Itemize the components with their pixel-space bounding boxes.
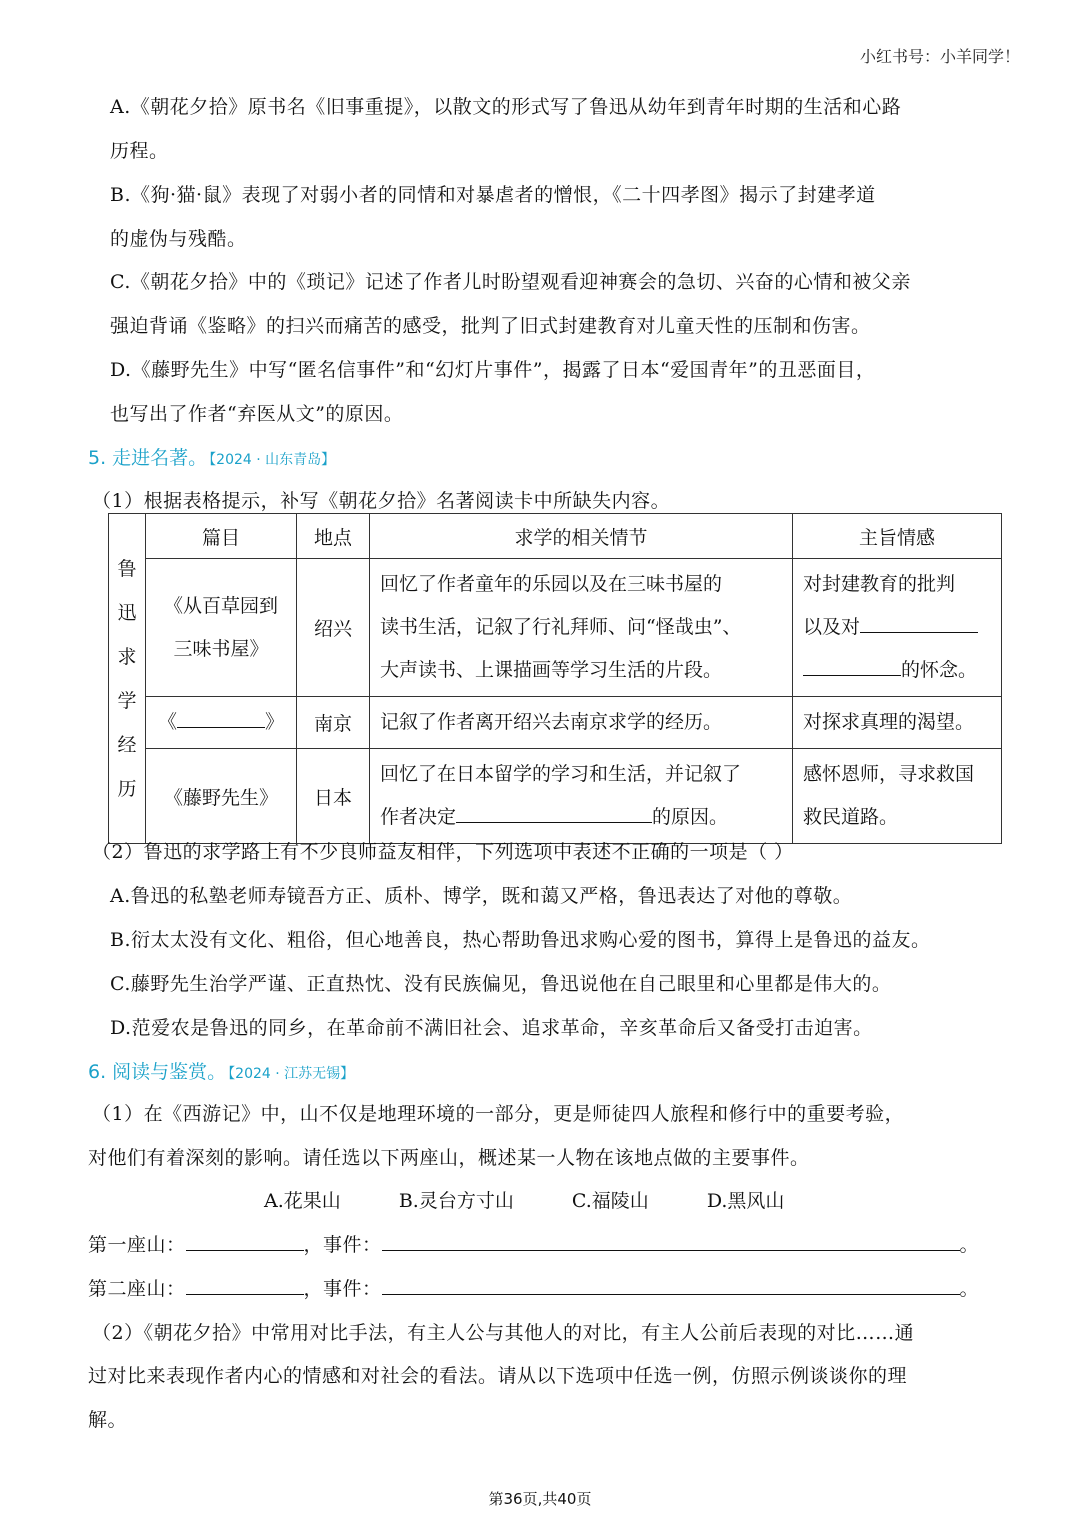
q4-option-c-line2: 强迫背诵《鉴略》的扫兴而痛苦的感受，批判了旧式封建教育对儿童天性的压制和伤害。 [110, 315, 871, 337]
row2-title-close: 》 [265, 711, 285, 733]
row3-plot-line1: 回忆了在日本留学的学习和生活，并记叙了 [380, 763, 742, 785]
second-mountain-label: 第二座山： [88, 1278, 186, 1300]
q4-option-a-line2: 历程。 [110, 140, 169, 162]
row1-theme [793, 559, 1002, 697]
page-footer: 第36页,共40页 [488, 1490, 592, 1508]
answer-blank[interactable] [186, 1230, 304, 1251]
answer-blank[interactable] [803, 655, 901, 676]
row1-plot [370, 559, 793, 697]
q5-title: 5. 走进名著。 [88, 447, 208, 469]
q6-part2-line3: 解。 [88, 1409, 128, 1431]
row1-title-line1: 《从百草园到 [163, 594, 278, 617]
row1-plot-line1: 回忆了作者童年的乐园以及在三味书屋的 [380, 573, 723, 595]
q5-heading [88, 443, 335, 470]
row3-theme-line2: 救民道路。 [803, 806, 899, 828]
side-label-char: 学 [117, 689, 137, 712]
q4-option-b-line2: 的虚伪与残酷。 [110, 228, 247, 250]
header-title: 篇目 [146, 514, 297, 559]
row1-title [146, 559, 297, 697]
row2-title [146, 697, 297, 749]
row1-theme-line2: 以及对 [803, 616, 861, 638]
answer-blank[interactable] [456, 802, 652, 823]
side-label-cell [109, 514, 146, 844]
answer-blank[interactable] [382, 1274, 960, 1295]
row2-theme: 对探求真理的渴望。 [793, 697, 1002, 749]
side-label-char: 鲁 [117, 557, 137, 580]
q6-part2-line2: 过对比来表现作者内心的情感和对社会的看法。请从以下选项中任选一例，仿照示例谈谈你的理 [88, 1365, 908, 1387]
table-row [109, 697, 1002, 749]
choice-item: B.灵台方寸山 [398, 1190, 514, 1212]
choice-item: A.花果山 [264, 1190, 341, 1212]
header-theme: 主旨情感 [793, 514, 1002, 559]
answer-blank[interactable] [177, 707, 265, 728]
row1-place: 绍兴 [297, 559, 370, 697]
row1-plot-line3: 大声读书、上课描画等学习生活的片段。 [380, 659, 723, 681]
row3-theme [793, 749, 1002, 844]
q4-option-a-line1: A.《朝花夕拾》原书名《旧事重提》，以散文的形式写了鲁迅从幼年到青年时期的生活和心路 [110, 96, 902, 118]
q4-option-d-line2: 也写出了作者“弃医从文”的原因。 [110, 403, 404, 425]
first-mountain-label: 第一座山： [88, 1234, 186, 1256]
q6-part2-line1: （2）《朝花夕拾》中常用对比手法，有主人公与其他人的对比，有主人公前后表现的对比……通 [92, 1322, 915, 1344]
answer-blank[interactable] [186, 1274, 304, 1295]
row2-title-open: 《 [157, 711, 177, 733]
row3-theme-line1: 感怀恩师，寻求救国 [803, 763, 975, 785]
table-row [109, 749, 1002, 844]
q5-part1-prompt: （1）根据表格提示，补写《朝花夕拾》名著阅读卡中所缺失内容。 [92, 490, 671, 512]
row1-theme-line1: 对封建教育的批判 [803, 573, 956, 595]
q5-part2-prompt: （2）鲁迅的求学路上有不少良师益友相伴，下列选项中表述不正确的一项是（ ） [92, 841, 794, 863]
answer-blank[interactable] [382, 1230, 960, 1251]
q5-source-tag: 【2024 · 山东青岛】 [209, 452, 336, 468]
q6-source-tag: 【2024 · 江苏无锡】 [228, 1066, 355, 1082]
row3-title: 《藤野先生》 [146, 749, 297, 844]
row3-place: 日本 [297, 749, 370, 844]
answer-blank[interactable] [860, 612, 978, 633]
q6-title: 6. 阅读与鉴赏。 [88, 1061, 227, 1083]
q4-option-b-line1: B.《狗·猫·鼠》表现了对弱小者的同情和对暴虐者的憎恨，《二十四孝图》揭示了封建孝道 [110, 184, 876, 206]
row1-plot-line2: 读书生活，记叙了行礼拜师、问“怪哉虫”、 [380, 616, 742, 638]
event-label: ，事件： [303, 1234, 382, 1256]
q4-option-d-line1: D.《藤野先生》中写“匿名信事件”和“幻灯片事件”，揭露了日本“爱国青年”的丑恶面目， [110, 359, 876, 381]
row2-plot: 记叙了作者离开绍兴去南京求学的经历。 [370, 697, 793, 749]
row3-plot [370, 749, 793, 844]
end-mark: 。 [959, 1234, 980, 1256]
header-place: 地点 [297, 514, 370, 559]
choice-item: D.黑风山 [706, 1190, 785, 1212]
side-label-char: 求 [117, 645, 137, 668]
reading-card-table [108, 513, 1002, 844]
watermark: 小红书号：小羊同学！ [859, 47, 1020, 66]
row1-title-line2: 三味书屋》 [173, 637, 269, 660]
table-row [109, 559, 1002, 697]
q6-heading [88, 1057, 354, 1084]
row1-theme-line3: 的怀念。 [901, 659, 978, 681]
second-mountain-row [88, 1274, 979, 1301]
q5-option-b: B.衍太太没有文化、粗俗，但心地善良，热心帮助鲁迅求购心爱的图书，算得上是鲁迅的益友。 [110, 929, 931, 951]
side-label-char: 历 [117, 777, 137, 800]
first-mountain-row [88, 1230, 979, 1257]
side-label-char: 经 [117, 733, 137, 756]
choice-item: C.福陵山 [571, 1190, 649, 1212]
row3-plot-line2b: 的原因。 [652, 806, 729, 828]
q5-option-d: D.范爱农是鲁迅的同乡，在革命前不满旧社会、追求革命，辛亥革命后又备受打击迫害。 [110, 1017, 873, 1039]
row3-plot-line2a: 作者决定 [380, 806, 457, 828]
mountain-choices [264, 1186, 836, 1213]
row2-place: 南京 [297, 697, 370, 749]
q5-option-c: C.藤野先生治学严谨、正直热忱、没有民族偏见，鲁迅说他在自己眼里和心里都是伟大的。 [110, 973, 892, 995]
side-label-char: 迅 [117, 601, 137, 624]
q6-part1-line1: （1）在《西游记》中，山不仅是地理环境的一部分，更是师徒四人旅程和修行中的重要考验， [92, 1103, 905, 1125]
q5-option-a: A.鲁迅的私塾老师寿镜吾方正、质朴、博学，既和蔼又严格，鲁迅表达了对他的尊敬。 [110, 885, 853, 907]
q4-option-c-line1: C.《朝花夕拾》中的《琐记》记述了作者儿时盼望观看迎神赛会的急切、兴奋的心情和被父亲 [110, 271, 911, 293]
q6-part1-line2: 对他们有着深刻的影响。请任选以下两座山，概述某一人物在该地点做的主要事件。 [88, 1147, 810, 1169]
event-label: ，事件： [303, 1278, 382, 1300]
end-mark: 。 [959, 1278, 980, 1300]
header-plot: 求学的相关情节 [370, 514, 793, 559]
